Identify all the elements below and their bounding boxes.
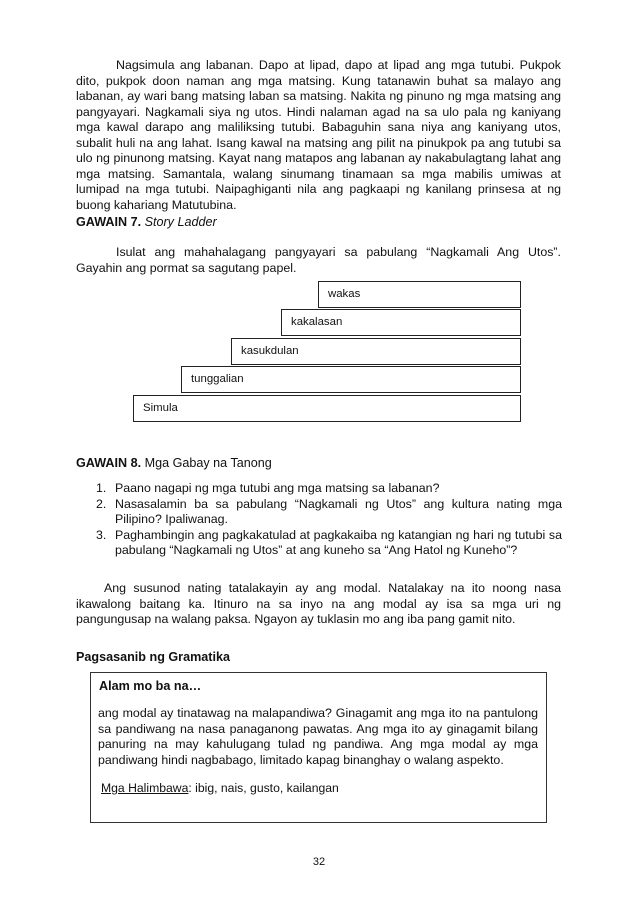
ladder-step-label: Simula: [143, 402, 178, 414]
gawain7-label: GAWAIN 7.: [76, 215, 142, 229]
gawain8-heading: [76, 456, 272, 470]
ladder-step-label: tunggalian: [191, 373, 244, 385]
alam-mo-ba-box: [90, 672, 547, 823]
ladder-step-label: wakas: [328, 288, 361, 300]
examples-text: : ibig, nais, gusto, kailangan: [188, 781, 339, 795]
question-item: [96, 497, 562, 528]
ladder-step-kasukdulan: [231, 338, 521, 365]
question-text: Paghambingin ang pagkakatulad at pagkakaiba ng katangian ng hari ng tutubi sa pabulang “Nagkamali ng Utos” at ang kuneho sa “Ang Hatol ng Kuneho”?: [115, 527, 562, 557]
gramatika-heading: Pagsasanib ng Gramatika: [76, 650, 230, 664]
question-number: 2.: [96, 496, 107, 511]
gawain7-heading: [76, 215, 217, 229]
question-item: [96, 528, 562, 559]
page-number: 32: [312, 856, 326, 868]
gawain7-title: Story Ladder: [144, 215, 217, 229]
question-text: Paano nagapi ng mga tutubi ang mga matsing sa labanan?: [115, 481, 440, 495]
ladder-step-tunggalian: [181, 366, 521, 393]
question-number: 3.: [96, 527, 107, 542]
gawain8-title: Mga Gabay na Tanong: [144, 456, 272, 470]
ladder-step-wakas: [318, 281, 521, 308]
ladder-step-label: kasukdulan: [241, 345, 299, 357]
box-title: Alam mo ba na…: [99, 679, 202, 693]
ladder-step-label: kakalasan: [291, 316, 343, 328]
question-number: 1.: [96, 481, 107, 495]
modal-intro-paragraph: Ang susunod nating tatalakayin ay ang modal. Natalakay na ito noong nasa ikawalong baitang ka. Itinuro na sa inyo na ang modal ay isa sa mga uri ng pangungusap na walang paksa. Ngayon ay tuklasin mo ang iba pang gamit nito.: [76, 581, 561, 626]
gawain8-label: GAWAIN 8.: [76, 456, 142, 470]
question-item: [96, 481, 562, 497]
ladder-step-simula: [133, 395, 521, 422]
examples-line: [101, 781, 339, 795]
ladder-step-kakalasan: [281, 309, 521, 336]
question-text: Nasasalamin ba sa pabulang “Nagkamali ng Utos” ang kultura nating mga Pilipino? Ipaliwanag.: [115, 496, 562, 526]
question-list: [96, 481, 562, 559]
box-body: ang modal ay tinatawag na malapandiwa? Ginagamit ang mga ito na pantulong sa pandiwang na nasa panaganong pawatas. Ang mga ito ay ginagamit bilang panuring na may kahulugang tulad ng pandiwa. Ang mga modal ay mga pandiwang hindi nagbabago, limitado kapag binanghay o walang aspekto.: [98, 706, 538, 767]
gawain7-instruction: Isulat ang mahahalagang pangyayari sa pabulang “Nagkamali Ang Utos”. Gayahin ang pormat sa sagutang papel.: [76, 245, 561, 275]
story-paragraph: Nagsimula ang labanan. Dapo at lipad, dapo at lipad ang mga tutubi. Pukpok dito, pukpok doon naman ang mga matsing. Kung tatanawin buhat sa malayo ang labanan, ay wari bang matsing laban sa matsing. Nakita ng pinuno ng mga matsing ang pangyayari. Nagkamali siya ng utos. Hindi nalaman agad na sa ulo pala ng kaniyang mga kawal darapo ang maliliksing tutubi. Babaguhin sana niya ang kaniyang utos, subalit huli na ang lahat. Isang kawal na matsing ang pilit na pinukpok pa ang tutubi sa ulo ng pinunong matsing. Kayat nang matapos ang labanan ay nakabulagtang lahat ang mga matsing. Samantala, walang sinumang tinamaan sa mga mabilis umiwas at lumipad na mga tutubi. Naipaghiganti nila ang pagkaapi ng kanilang prinsesa at ng buong kahariang Matutubina.: [76, 58, 561, 212]
examples-label: Mga Halimbawa: [101, 781, 189, 795]
